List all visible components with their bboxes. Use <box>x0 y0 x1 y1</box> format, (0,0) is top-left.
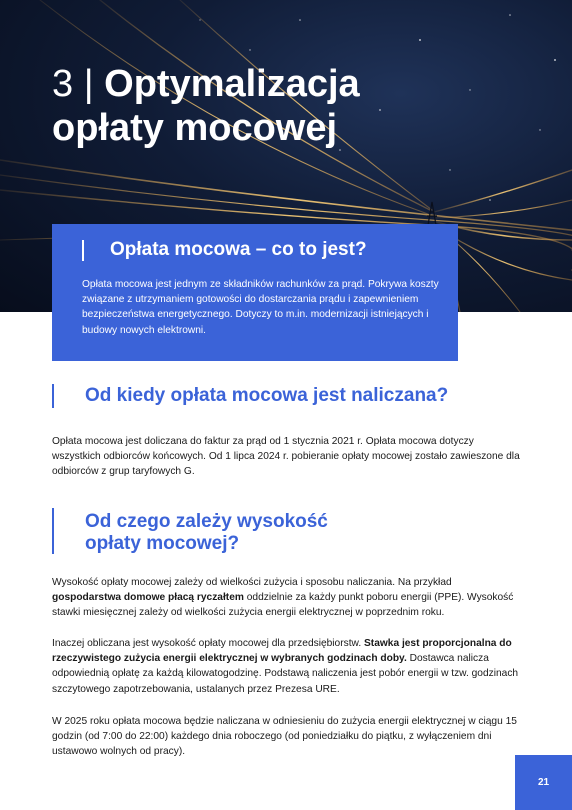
section2-accent-bar <box>52 508 54 554</box>
section2-title-line-2: opłaty mocowej? <box>85 533 240 554</box>
intro-box-heading: Opłata mocowa – co to jest? <box>110 239 367 260</box>
section2-paragraph-1 <box>52 575 522 621</box>
section1-body: Opłata mocowa jest doliczana do faktur za prąd od 1 stycznia 2021 r. Opłata mocowa dotyczy wszystkich odbiorców końcowych. Od 1 lipca 2024 r. pobieranie opłaty mocowej zostało zawieszone dla odbiorców z grup taryfowych G. <box>52 436 520 478</box>
page-number: 21 <box>515 755 572 810</box>
section2-paragraph-2 <box>52 636 522 697</box>
intro-box-accent-bar <box>82 240 84 261</box>
p1-text-b: oddzielnie za każdy punkt poboru energii (PPE). Wysokość stawki miesięcznej zależy od wielkości zużycia energii elektrycznej w poprzednim roku. <box>52 592 514 619</box>
title-line-2: opłaty mocowej <box>52 107 338 149</box>
p2-text-bold: Stawka jest proporcjonalna do rzeczywistego zużycia energii elektrycznej w wybranych godzinach doby. <box>52 638 512 665</box>
section2-paragraph-3: W 2025 roku opłata mocowa będzie naliczana w odniesieniu do zużycia energii elektrycznej w ciągu 15 godzin (od 7:00 do 22:00) każdego dnia roboczego (od poniedziałku do piątku, z wyłączeniem dni ustawowo wolnych od pracy). <box>52 716 517 758</box>
page-title <box>52 62 360 150</box>
section1-accent-bar <box>52 384 54 408</box>
title-separator: | <box>83 63 94 105</box>
p1-text-bold: gospodarstwa domowe płacą ryczałtem <box>52 592 244 604</box>
intro-box <box>52 224 458 361</box>
title-line-1: Optymalizacja <box>104 63 360 105</box>
p1-text-a: Wysokość opłaty mocowej zależy od wielkości zużycia i sposobu naliczania. Na przykład <box>52 577 452 588</box>
section2-title <box>85 511 328 555</box>
section2-title-line-1: Od czego zależy wysokość <box>85 511 328 532</box>
p2-text-a: Inaczej obliczana jest wysokość opłaty mocowej dla przedsiębiorstw. <box>52 638 364 649</box>
intro-box-body: Opłata mocowa jest jednym ze składników rachunków za prąd. Pokrywa koszty związane z utrzymaniem gotowości do dostarczania prądu i zapewnieniem bezpieczeństwa energetycznego. Dotyczy to m.in. modernizacji istniejących i budowy nowych elektrowni. <box>82 279 439 336</box>
p2-text-b: Dostawca nalicza odpowiednią opłatę za każdą kilowatogodzinę. Podstawą naliczenia jest pobór energii w tzw. godzinach szczytowego zapotrzebowania, ustalanych przez Prezesa URE. <box>52 653 519 695</box>
chapter-number: 3 <box>52 63 74 105</box>
section1-title: Od kiedy opłata mocowa jest naliczana? <box>85 385 449 406</box>
pylon-icon <box>427 202 437 225</box>
